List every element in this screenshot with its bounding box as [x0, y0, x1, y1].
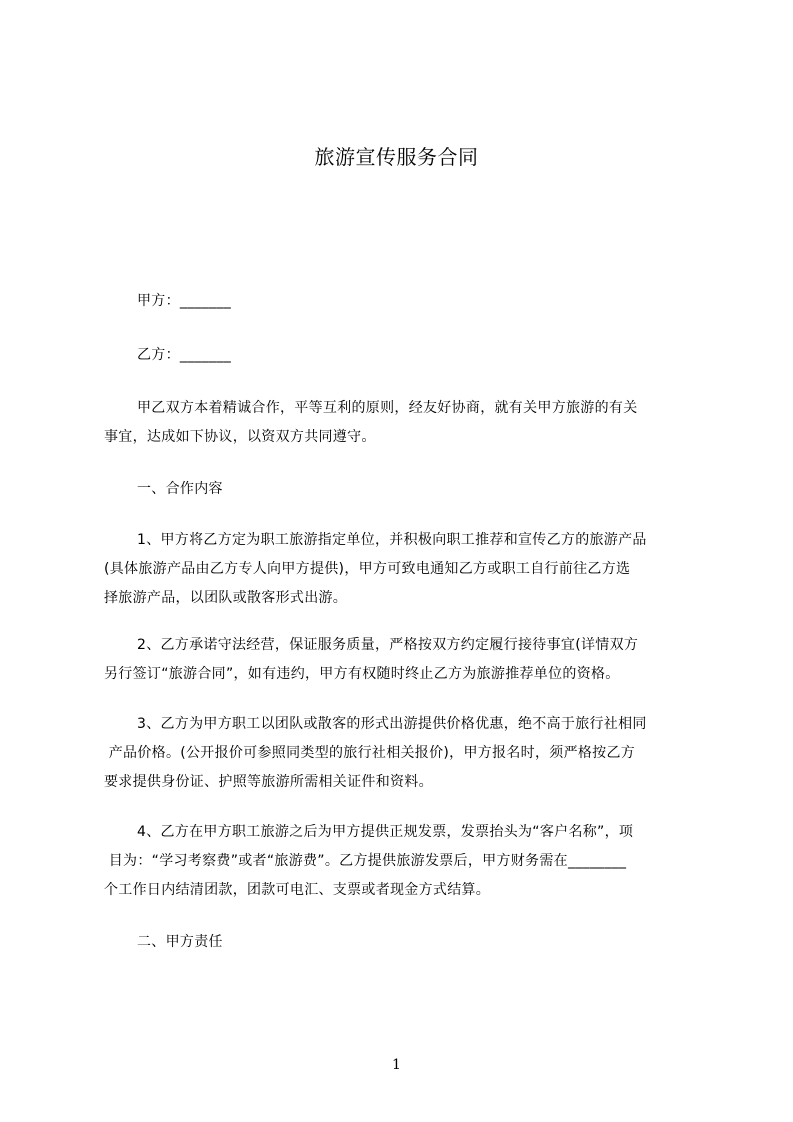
- party-b-line: 乙方：_______: [137, 347, 231, 363]
- party-a-line: 甲方：_______: [137, 293, 231, 309]
- intro-paragraph: [104, 394, 708, 452]
- clause-4-paragraph: [104, 818, 708, 905]
- intro-line-2: 事宜，达成如下协议，以资双方共同遵守。: [104, 429, 376, 445]
- clause-4-line-3: 个工作日内结清团款，团款可电汇、支票或者现金方式结算。: [104, 882, 491, 898]
- clause-1-paragraph: [104, 526, 708, 613]
- page-number: 1: [392, 1057, 401, 1073]
- clause-1-line-3: 择旅游产品，以团队或散客形式出游。: [104, 590, 348, 606]
- section-1-heading: 一、合作内容: [137, 481, 223, 497]
- clause-4-line-2: 目为：“学习考察费”或者“旅游费”。乙方提供旅游发票后，甲方财务需在________: [104, 853, 627, 869]
- clause-2-paragraph: [104, 631, 708, 689]
- clause-3-paragraph: [104, 710, 708, 797]
- clause-3-line-2: 产品价格。(公开报价可参照同类型的旅行社相关报价)，甲方报名时，须严格按乙方: [104, 745, 636, 761]
- intro-line-1: 甲乙双方本着精诚合作，平等互利的原则，经友好协商，就有关甲方旅游的有关: [137, 400, 638, 416]
- clause-2-line-1: 2、乙方承诺守法经营，保证服务质量，严格按双方约定履行接待事宜(详情双方: [137, 637, 639, 653]
- clause-3-line-3: 要求提供身份证、护照等旅游所需相关证件和资料。: [104, 774, 433, 790]
- section-2-heading: 二、甲方责任: [137, 934, 223, 950]
- clause-1-line-2: (具体旅游产品由乙方专人向甲方提供)，甲方可致电通知乙方或职工自行前往乙方选: [104, 561, 631, 577]
- document-title: 旅游宣传服务合同: [314, 145, 479, 169]
- clause-1-line-1: 1、甲方将乙方定为职工旅游指定单位，并积极向职工推荐和宣传乙方的旅游产品: [137, 532, 647, 548]
- clause-2-line-2: 另行签订“旅游合同”，如有违约，甲方有权随时终止乙方为旅游推荐单位的资格。: [104, 666, 620, 682]
- clause-3-line-1: 3、乙方为甲方职工以团队或散客的形式出游提供价格优惠，绝不高于旅行社相同: [137, 716, 647, 732]
- clause-4-line-1: 4、乙方在甲方职工旅游之后为甲方提供正规发票，发票抬头为“客户名称”，项: [137, 824, 634, 840]
